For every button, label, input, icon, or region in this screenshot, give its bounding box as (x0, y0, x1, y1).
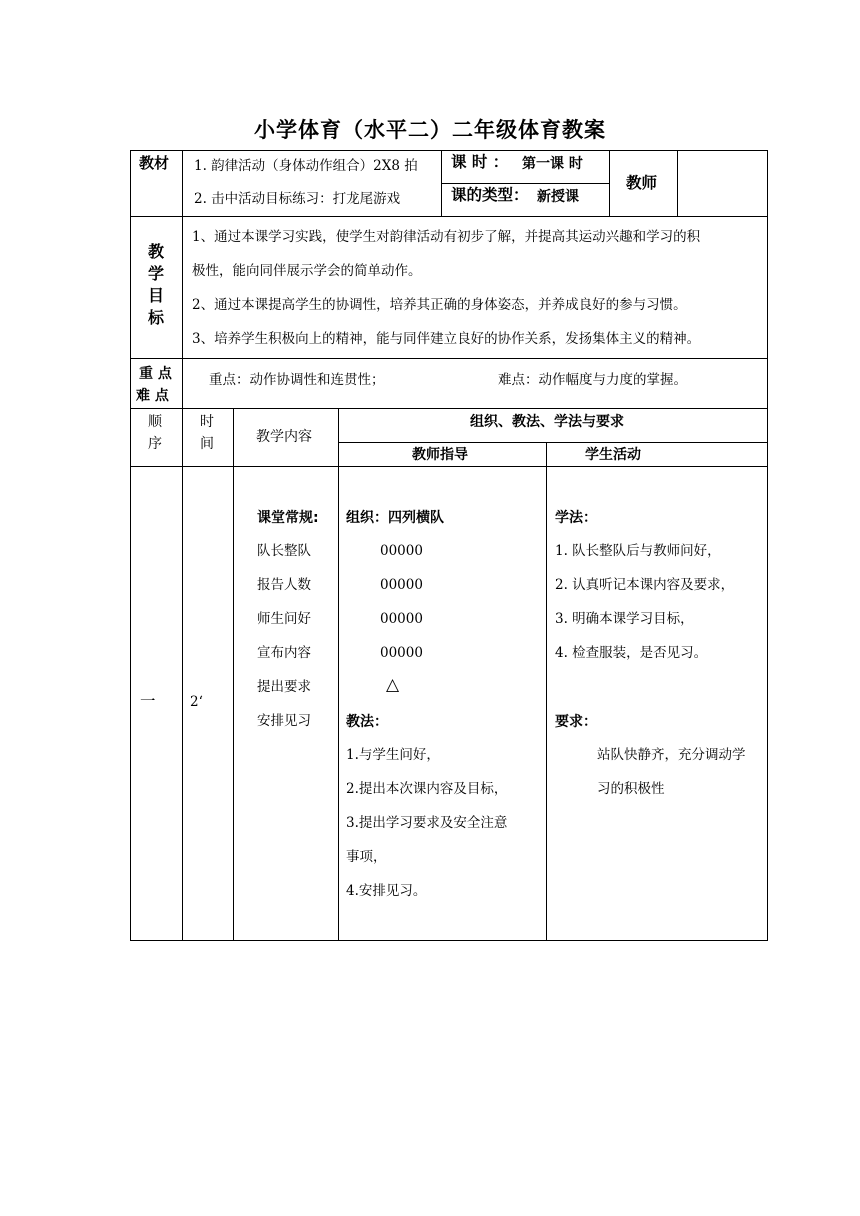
content-header: 教学内容 (256, 429, 312, 445)
objectives-label: 教学目标 (147, 242, 164, 327)
objective-1a: 1、通过本课学习实践，使学生对韵律活动有初步了解，并提高其运动兴趣和学习的积 (192, 229, 701, 245)
row-time: 2‘ (190, 694, 203, 710)
requirement-item: 站队快静齐，充分调动学 (597, 747, 746, 763)
material-item-1: 1. 韵律活动（身体动作组合）2X8 拍 (194, 158, 418, 174)
content-item: 安排见习 (257, 713, 311, 729)
period-label: 课 时 ： (451, 153, 509, 171)
method-item: 1.与学生问好， (346, 747, 440, 763)
divider-period (441, 183, 609, 184)
divider-content-col (338, 408, 339, 941)
divider-keypoints (130, 408, 768, 409)
divider-method-group (338, 442, 768, 443)
time-header-1: 时 (200, 414, 214, 430)
material-item-2: 2. 击中活动目标练习：打龙尾游戏 (194, 191, 401, 207)
divider-period-col (609, 150, 610, 216)
keypoint-label-2: 难 点 (136, 388, 169, 404)
requirement-title: 要求： (555, 714, 597, 730)
content-title: 课堂常规: (257, 510, 319, 526)
order-header-2: 序 (148, 436, 162, 452)
content-item: 师生问好 (257, 611, 311, 627)
content-item: 提出要求 (257, 679, 311, 695)
row-order: 一 (140, 692, 156, 710)
content-item: 队长整队 (257, 543, 311, 559)
order-header-1: 顺 (148, 414, 162, 430)
difficulty-point: 难点：动作幅度与力度的掌握。 (498, 372, 687, 388)
content-item: 宣布内容 (257, 645, 311, 661)
divider-material (441, 150, 442, 216)
divider-table-header (130, 466, 768, 467)
objective-3: 3、培养学生积极向上的精神，能与同伴建立良好的协作关系，发扬集体主义的精神。 (192, 331, 701, 347)
method-title: 教法： (346, 714, 388, 730)
method-group-header: 组织、教法、学法与要求 (470, 414, 624, 430)
lesson-type-label: 课的类型： (451, 186, 529, 204)
divider-teacher-col (677, 150, 678, 216)
divider-order-col (182, 408, 183, 941)
method-item: 3.提出学习要求及安全注意 (346, 815, 508, 831)
material-label: 教材 (139, 154, 170, 172)
table-border-bottom (130, 940, 768, 941)
table-border-left (130, 150, 131, 941)
content-item: 报告人数 (257, 577, 311, 593)
formation-row: 00000 (380, 577, 423, 593)
study-item: 4. 检查服装，是否见习。 (555, 645, 708, 661)
divider-header (130, 216, 768, 217)
divider-objectives (130, 358, 768, 359)
requirement-item: 习的积极性 (597, 781, 665, 797)
key-point: 重点：动作协调性和连贯性； (209, 372, 385, 388)
time-header-2: 间 (200, 436, 214, 452)
divider-time-col (233, 408, 234, 941)
divider-label-col (182, 150, 183, 408)
teacher-guide-header: 教师指导 (412, 447, 468, 463)
formation-row: 00000 (380, 543, 423, 559)
student-activity-header: 学生活动 (585, 447, 641, 463)
formation-row: 00000 (380, 645, 423, 661)
table-border-top (130, 150, 768, 151)
formation-row: 00000 (380, 611, 423, 627)
method-item: 2.提出本次课内容及目标， (346, 781, 508, 797)
study-item: 2. 认真听记本课内容及要求， (555, 577, 735, 593)
keypoint-label-1: 重 点 (139, 366, 172, 382)
lesson-type-value: 新授课 (537, 189, 579, 205)
page-title: 小学体育（水平二）二年级体育教案 (254, 118, 606, 142)
study-item: 1. 队长整队后与教师问好， (555, 543, 721, 559)
objective-2: 2、通过本课提高学生的协调性，培养其正确的身体姿态，并养成良好的参与习惯。 (192, 297, 687, 313)
study-title: 学法： (555, 510, 597, 526)
objective-1b: 极性，能向同伴展示学会的简单动作。 (192, 263, 422, 279)
period-value: 第一课 时 (522, 156, 583, 172)
method-item: 事项， (346, 849, 387, 865)
method-item: 4.安排见习。 (346, 883, 427, 899)
teacher-label: 教师 (626, 174, 658, 192)
study-item: 3. 明确本课学习目标， (555, 611, 694, 627)
teacher-position-icon: △ (386, 675, 400, 695)
divider-guide-col (546, 442, 547, 941)
organization-title: 组织：四列横队 (346, 510, 444, 526)
table-border-right (767, 150, 768, 941)
